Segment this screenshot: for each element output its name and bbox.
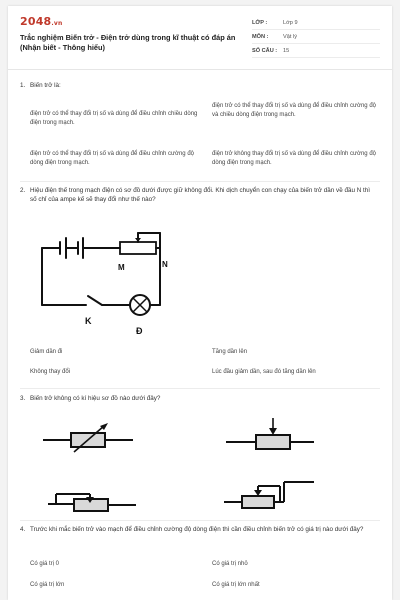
meta-key: SỐ CÂU : [252,47,278,54]
document-meta [252,16,380,58]
question-number: 3. [20,395,26,402]
label-n: N [162,260,168,269]
answer-option[interactable]: Lúc đầu giảm dần, sau đó tăng dần lên [212,369,316,375]
answer-option[interactable]: Giảm dần đi [30,349,63,355]
question-number: 1. [20,82,26,89]
question-text: Trước khi mắc biến trở vào mạch để điều chỉnh cường độ dòng điện thì cần điều chỉnh biến trở có giá trị nào dưới đây? [30,526,364,533]
meta-value: Lớp 9 [283,19,298,26]
rheostat-symbol-a[interactable] [38,420,138,456]
question-text: Hiệu điện thế trong mạch điện có sơ đồ dưới được giữ không đổi. Khi dịch chuyển con chạy của biến trở dần về đầu N thì số chỉ của ampe kế sẽ thay đổi như thế nào? [30,187,371,203]
question-divider [20,388,380,389]
meta-key: LỚP : [252,19,268,26]
meta-key: MÔN : [252,33,269,40]
question-divider [20,181,380,182]
label-m: M [118,263,125,272]
question-text: Biến trở không có kí hiệu sơ đồ nào dưới đây? [30,395,161,402]
meta-row-subject [252,30,380,44]
answer-option[interactable]: điện trở có thể thay đổi trị số và dùng để điều chỉnh cường độ dòng điện trong mạch. [30,151,194,166]
meta-value: 15 [283,47,290,54]
answer-option[interactable]: điện trở có thể thay đổi trị số và dùng để điều chỉnh chiều dòng điện trong mạch. [30,111,198,126]
meta-value: Vật lý [283,33,297,40]
site-logo[interactable] [20,15,62,28]
question-divider [20,520,380,521]
logo-suffix: .vn [51,20,63,27]
document-page [8,6,392,600]
question-number: 2. [20,187,26,194]
meta-row-grade [252,16,380,30]
answer-option[interactable]: Có giá trị 0 [30,561,60,567]
label-d: Đ [136,326,143,336]
answer-option[interactable]: Có giá trị nhỏ [212,561,248,567]
question-number: 4. [20,526,26,533]
question-text: Biến trở là: [30,82,61,89]
answer-option[interactable]: điện trở có thể thay đổi trị số và dùng để điều chỉnh cường độ và chiều dòng điện trong mạch. [212,103,376,118]
rheostat-symbol-c[interactable] [44,476,144,516]
answer-option[interactable]: Có giá trị lớn [30,582,65,588]
circuit-diagram [30,230,190,346]
document-header [8,6,392,70]
logo-text: 2048 [20,15,52,28]
answer-option[interactable]: điện trở không thay đổi trị số và dùng để điều chỉnh cường độ dòng điện trong mạch. [212,151,376,166]
label-k: K [85,316,92,326]
rheostat-symbol-d[interactable] [220,472,320,512]
answer-option[interactable]: Không thay đổi [30,369,71,375]
answer-option[interactable]: Tăng dần lên [212,349,248,355]
meta-row-count [252,44,380,58]
answer-option[interactable]: Có giá trị lớn nhất [212,582,260,588]
document-title: Trắc nghiệm Biến trở - Điện trở dùng trong kĩ thuật có đáp án (Nhận biết - Thông hiểu) [20,33,236,52]
rheostat-symbol-b[interactable] [218,414,318,454]
